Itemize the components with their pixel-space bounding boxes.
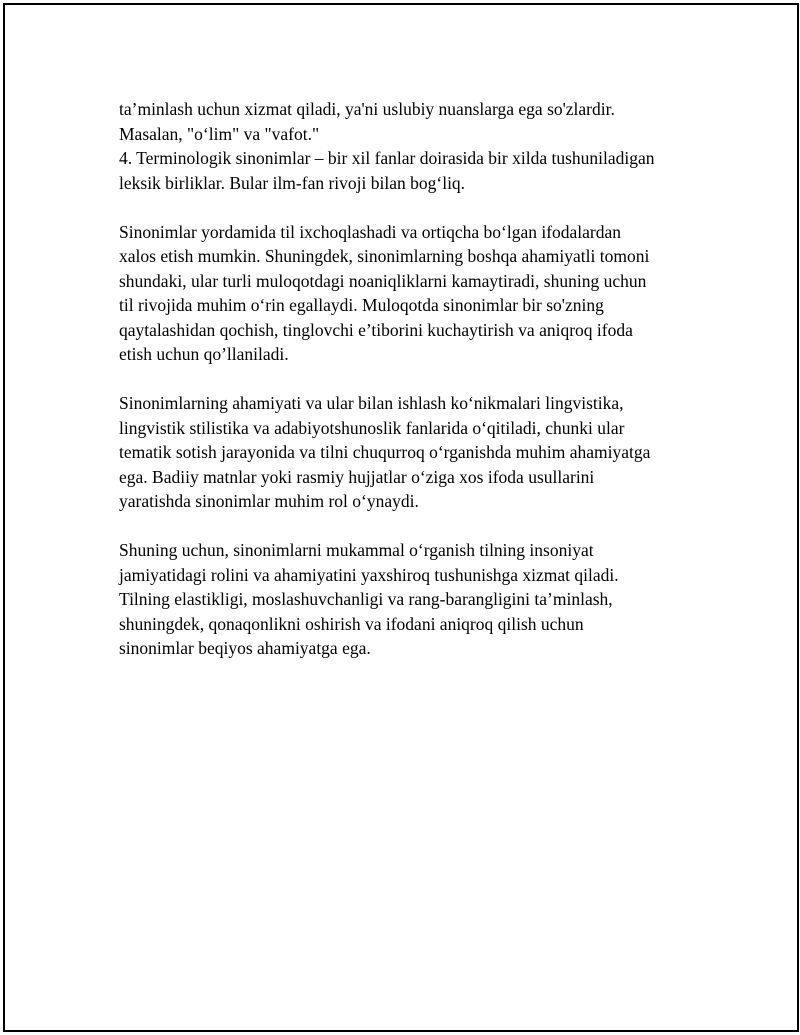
text-line: shuningdek, qonaqonlikni oshirish va ifodani aniqroq qilish uchun [119, 613, 584, 634]
document-body [119, 97, 699, 685]
text-line: qaytalashidan qochish, tinglovchi e’tiborini kuchaytirish va aniqroq ifoda [119, 319, 633, 340]
text-line: etish uchun qo’llaniladi. [119, 344, 289, 364]
text-line: sinonimlar beqiyos ahamiyatga ega. [119, 638, 371, 658]
text-line: ta’minlash uchun xizmat qiladi, ya'ni uslubiy nuanslarga ega so'zlardir. [119, 99, 615, 119]
text-line: ega. Badiiy matnlar yoki rasmiy hujjatlar o‘ziga xos ifoda usullarini [119, 466, 595, 487]
text-line: tematik sotish jarayonida va tilni chuqurroq o‘rganishda muhim ahamiyatga [119, 442, 651, 462]
text-line: Tilning elastikligi, moslashuvchanligi va rang-barangligini ta’minlash, [119, 589, 613, 609]
paragraph-1 [119, 97, 699, 195]
text-line: til rivojida muhim o‘rin egallaydi. Muloqotda sinonimlar bir so'zning [119, 295, 604, 315]
text-line: yaratishda sinonimlar muhim rol o‘ynaydi. [119, 491, 419, 511]
text-line: Sinonimlarning ahamiyati va ular bilan ishlash ko‘nikmalari lingvistika, [119, 393, 624, 413]
paragraph-2 [119, 220, 699, 367]
paragraph-3 [119, 391, 699, 514]
document-page [3, 3, 799, 1032]
text-line: Masalan, "o‘lim" va "vafot." [119, 123, 320, 144]
text-line: xalos etish mumkin. Shuningdek, sinonimlarning boshqa ahamiyatli tomoni [119, 246, 650, 266]
text-line: shundaki, ular turli muloqotdagi noaniqliklarni kamaytiradi, shuning uchun [119, 270, 647, 291]
text-line: Sinonimlar yordamida til ixchoqlashadi va ortiqcha bo‘lgan ifodalardan [119, 221, 622, 242]
text-line: Shuning uchun, sinonimlarni mukammal o‘rganish tilning insoniyat [119, 540, 594, 560]
text-line: lingvistik stilistika va adabiyotshunoslik fanlarida o‘qitiladi, chunki ular [119, 417, 625, 438]
text-line: jamiyatidagi rolini va ahamiyatini yaxshiroq tushunishga xizmat qiladi. [119, 564, 619, 585]
text-line: leksik birliklar. Bular ilm-fan rivoji bilan bog‘liq. [119, 172, 466, 193]
text-line: 4. Terminologik sinonimlar – bir xil fanlar doirasida bir xilda tushuniladigan [119, 148, 655, 168]
paragraph-4 [119, 538, 699, 661]
